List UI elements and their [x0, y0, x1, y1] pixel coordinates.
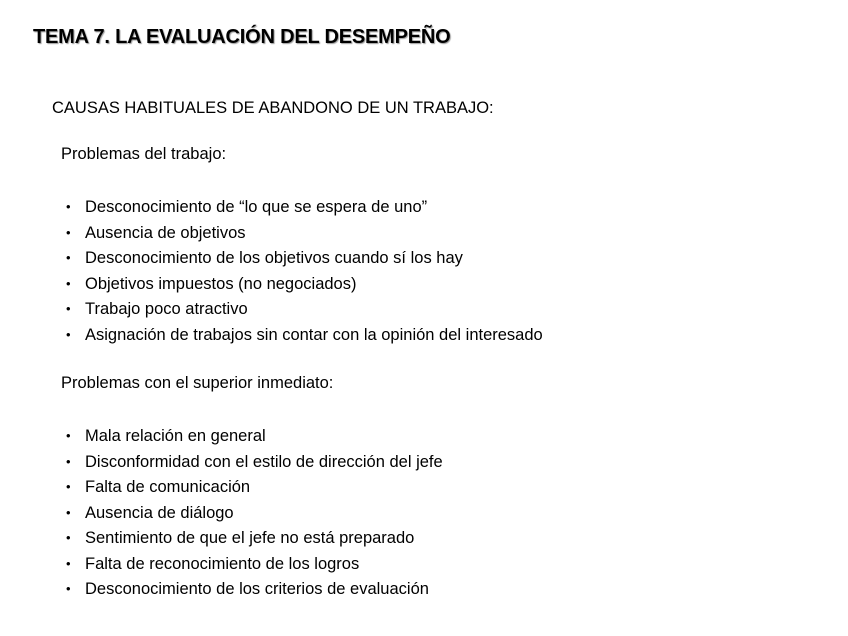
list-item — [66, 298, 543, 324]
list-item — [66, 476, 443, 502]
bullet-icon: • — [66, 326, 71, 342]
bullet-list-supervisor-problems — [66, 425, 443, 604]
list-item — [66, 425, 443, 451]
list-item-text: Desconocimiento de los criterios de evaluación — [85, 580, 429, 598]
bullet-icon: • — [66, 504, 71, 520]
bullet-icon: • — [66, 479, 71, 494]
bullet-icon: • — [66, 301, 71, 316]
list-item — [66, 324, 543, 350]
subtitle: CAUSAS HABITUALES DE ABANDONO DE UN TRABAJO: — [52, 99, 494, 117]
bullet-icon: • — [66, 199, 71, 214]
bullet-icon: • — [66, 555, 71, 571]
list-item-text: Desconocimiento de los objetivos cuando sí los hay — [85, 249, 463, 267]
bullet-icon: • — [66, 453, 71, 469]
list-item — [66, 553, 443, 579]
list-item — [66, 578, 443, 604]
bullet-icon: • — [66, 275, 71, 291]
list-item-text: Sentimiento de que el jefe no está preparado — [85, 529, 415, 547]
list-item-text: Ausencia de objetivos — [85, 223, 246, 242]
list-item — [66, 196, 543, 222]
list-item — [66, 273, 543, 299]
list-item-text: Asignación de trabajos sin contar con la opinión del interesado — [85, 325, 543, 344]
list-item — [66, 502, 443, 528]
list-item-text: Ausencia de diálogo — [85, 503, 234, 522]
list-item — [66, 247, 543, 273]
bullet-list-job-problems — [66, 196, 543, 349]
bullet-icon: • — [66, 530, 71, 545]
bullet-icon: • — [66, 250, 71, 265]
list-item-text: Falta de comunicación — [85, 478, 251, 496]
list-item-text: Falta de reconocimiento de los logros — [85, 554, 360, 573]
page-title: TEMA 7. LA EVALUACIÓN DEL DESEMPEÑO — [33, 26, 451, 48]
list-item — [66, 451, 443, 477]
bullet-icon: • — [66, 224, 71, 240]
list-item-text: Desconocimiento de “lo que se espera de uno” — [85, 198, 428, 216]
list-item-text: Objetivos impuestos (no negociados) — [85, 274, 357, 293]
list-item-text: Disconformidad con el estilo de dirección del jefe — [85, 452, 443, 471]
list-item — [66, 222, 543, 248]
bullet-icon: • — [66, 428, 71, 443]
section-heading-supervisor-problems: Problemas con el superior inmediato: — [61, 374, 334, 392]
section-heading-job-problems: Problemas del trabajo: — [61, 145, 227, 163]
bullet-icon: • — [66, 581, 71, 596]
list-item — [66, 527, 443, 553]
list-item-text: Trabajo poco atractivo — [85, 300, 248, 318]
list-item-text: Mala relación en general — [85, 427, 266, 445]
